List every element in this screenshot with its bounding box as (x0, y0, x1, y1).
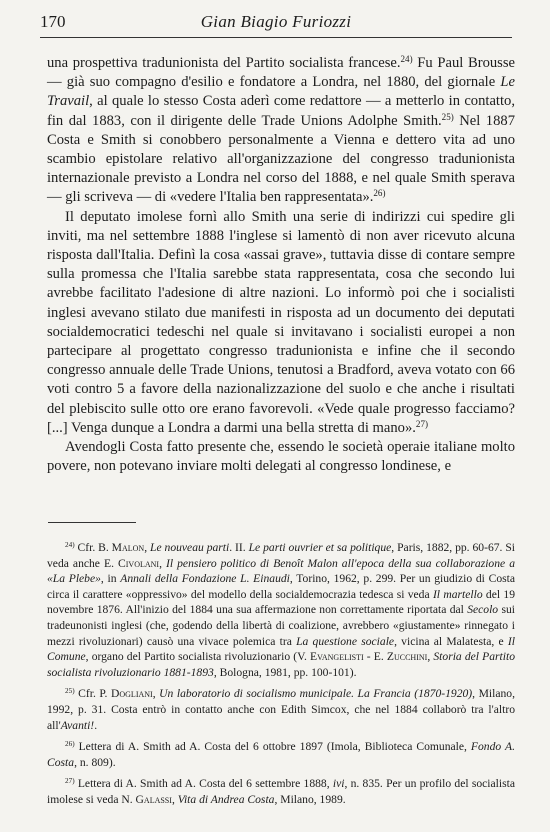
note-marker: 27) (65, 777, 75, 786)
text-run: Lettera di A. Smith ad A. Costa del 6 settembre 1888, (74, 777, 333, 791)
body-paragraph (47, 54, 515, 208)
note-marker: 27) (415, 418, 428, 429)
text-run: Lettera di A. Smith ad A. Costa del 6 ottobre 1897 (Imola, Biblioteca Comunale, (74, 740, 471, 754)
italic-text: Il Comune (47, 634, 515, 664)
main-text (47, 54, 515, 476)
italic-text: Il martello (432, 587, 483, 601)
italic-text: Il pensiero politico di Benoît Malon all'epoca della sua collaborazione a «La Plebe» (47, 556, 515, 586)
italic-text: Un laboratorio di socialismo municipale. La Francia (1870-1920) (159, 687, 473, 701)
note-marker: 25) (65, 687, 75, 696)
italic-text: La questione sociale (296, 634, 395, 648)
text-run: Cfr. B. (74, 541, 112, 554)
footnote (47, 540, 515, 680)
footnote (47, 686, 515, 733)
text-run: , (427, 650, 434, 664)
text-run: , (144, 541, 151, 554)
note-marker: 24) (400, 54, 413, 65)
footnote (47, 739, 515, 770)
italic-text: Le nouveau parti (150, 541, 230, 554)
page-header (40, 12, 512, 38)
footnote-separator (48, 522, 136, 523)
italic-text: Storia del Partito socialista rivoluzionario 1881-1893 (47, 650, 516, 679)
text-run: , vicina al Malatesta, e (394, 634, 508, 648)
text-run: , (152, 687, 160, 701)
text-run: , n. 835. Per un profilo del socialista imolese si veda N. (47, 777, 515, 806)
italic-text: Le parti ouvrier et sa politique (248, 541, 392, 554)
italic-text: Fondo A. Costa (47, 740, 515, 769)
text-run: . II. (229, 541, 249, 554)
author-name: Galassi (135, 792, 172, 806)
author-name: Dogliani (111, 687, 153, 701)
text-run: del 19 novembre 1876. All'inizio del 1884 una sua affermazione non correttamente riportata dal (47, 587, 515, 617)
footnotes (47, 540, 515, 814)
italic-text: Secolo (467, 603, 499, 617)
text-run: , Milano, 1989. (274, 792, 346, 806)
author-name: Evangelisti (310, 650, 364, 664)
text-run: , organo del Partito socialista rivoluzionario (V. (85, 650, 311, 664)
italic-text: ivi (332, 777, 345, 791)
body-paragraph (47, 208, 515, 438)
text-run: , n. 809). (74, 755, 116, 769)
text-run: , Bologna, 1981, pp. 100-101). (213, 665, 357, 679)
text-run: , Torino, 1962, p. 299. Per un giudizio di Costa circa il carattere «oppressivo» del modello della socialdemocrazia tedesca si veda (47, 572, 515, 601)
text-run: Fu Paul Brousse — già suo compagno d'esilio e fondatore a Londra, nel 1880, del giornale (47, 55, 516, 91)
text-run: , Milano, 1992, p. 31. Costa entrò in contatto anche con Edith Simcox, che nel 1884 collaborò tra l'altro all' (47, 687, 516, 732)
page-number: 170 (40, 12, 66, 31)
italic-text: Avanti! (60, 718, 95, 732)
note-marker: 24) (65, 541, 75, 550)
footnote (47, 776, 515, 807)
author-name: Zucchini (386, 650, 428, 664)
text-run: sui tradeunonisti inglesi (che, godendo della libertà di coalizione, avrebbero «giustamente» rinnegato i mezzi rivoluzionari) causò una vivace polemica tra (47, 603, 515, 648)
body-paragraph (47, 438, 515, 476)
italic-text: Annali della Fondazione L. Einaudi (120, 572, 290, 586)
note-marker: 26) (65, 740, 75, 749)
italic-text: Le Travail (47, 74, 515, 110)
note-marker: 25) (441, 111, 454, 122)
text-run: , Paris, 1882, pp. 60-67. Si veda anche E. (47, 541, 516, 570)
author-name: Malon (111, 541, 145, 554)
text-run: . (94, 718, 98, 732)
text-run: , (171, 792, 178, 806)
text-run: , in (100, 572, 121, 586)
text-run: Avendogli Costa fatto presente che, essendo le società operaie italiane molto povere, non potevano inviare molti delegati al congresso londinese, e (47, 439, 515, 475)
text-run: , al quale lo stesso Costa aderì come redattore — a metterlo in contatto, fin dal 1883, con il dirigente delle Trade Unions Adolphe Smith. (47, 93, 515, 129)
running-head: Gian Biagio Furiozzi (200, 12, 352, 31)
header-rule (40, 37, 512, 38)
author-name: Civolani (118, 556, 160, 570)
text-run: , (159, 556, 167, 570)
text-run: Cfr. P. (74, 687, 111, 701)
note-marker: 26) (373, 188, 386, 199)
text-run: una prospettiva tradunionista del Partito socialista francese. (47, 55, 401, 71)
text-run: - E. (363, 650, 387, 664)
text-run: Nel 1887 Costa e Smith si conobbero personalmente a Vienna e dettero vita ad uno scambio epistolare relativo all'organizzazione del congresso tradunionista internazionale previsto a Londra nel corso del 1888, e nel quale Smith sperava — gli scriveva — di «vedere l'Italia ben rappresentata». (47, 112, 515, 206)
italic-text: Vita di Andrea Costa (177, 792, 275, 806)
text-run: Il deputato imolese fornì allo Smith una serie di indirizzi cui spedire gli inviti, ma nel settembre 1888 l'inglese si lamentò di non aver ricevuto alcuna risposta dall'Italia. Definì la cosa «assai grave», tuttavia disse di contare sempre sulla promessa che l'Italia sarebbe stata rappresentata, cosa che secondo lui avrebbe facilitato l'adesione di altre nazioni. Lo informò poi che i socialisti inglesi avevano stilato due manifesti in risposta ad un documento dei deputati socialdemocratici tedeschi nel quale si invitavano i socialisti europei a non partecipare al progettato congresso tradunionista e infine che il secondo congresso annuale delle Trade Unions, tenutosi a Bradford, aveva votato con 66 voti contro 5 a favore della nazionalizzazione del suolo e che anche i risultati del plebiscito sulle otto ore erano favorevoli. «Vede quale progresso facciamo? [...] Venga dunque a Londra a darmi una bella stretta di mano». (47, 208, 515, 436)
